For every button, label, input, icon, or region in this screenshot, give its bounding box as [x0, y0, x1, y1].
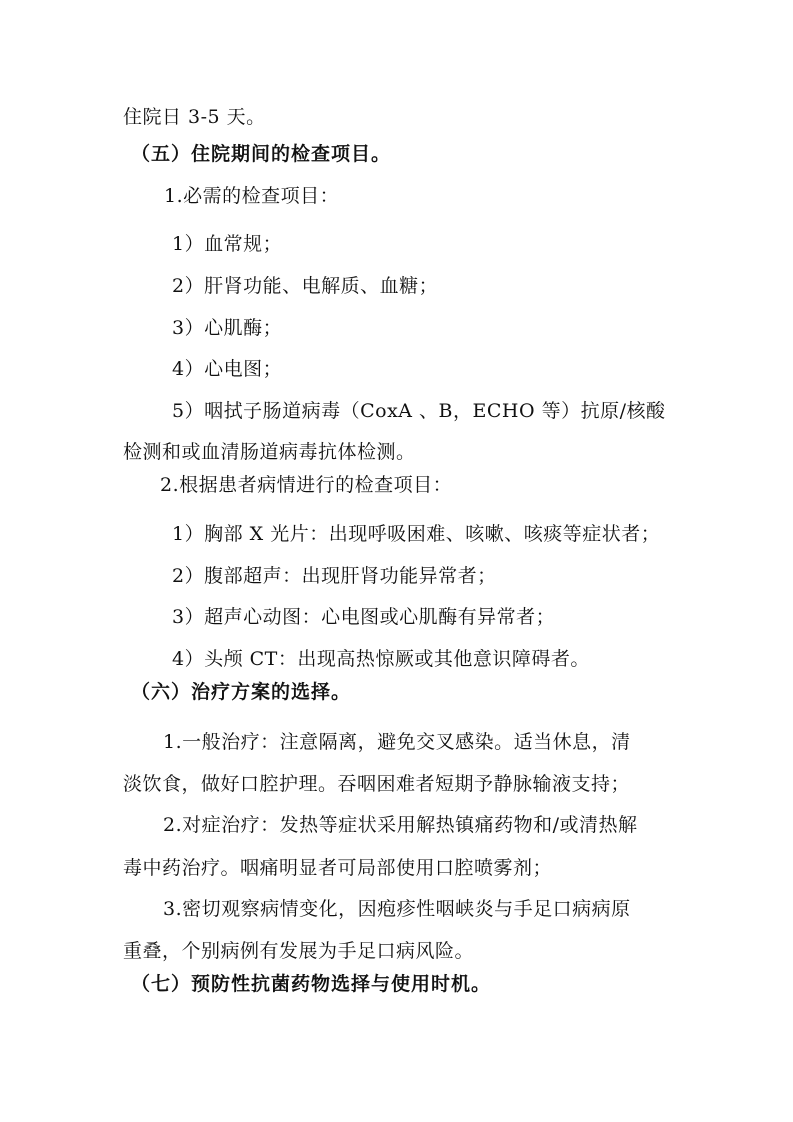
- conditional-exams-heading: 2.根据患者病情进行的检查项目：: [160, 474, 453, 496]
- treatment-paragraph-1: 1.一般治疗：注意隔离，避免交叉感染。适当休息，清: [163, 731, 631, 753]
- treatment-paragraph-2: 2.对症治疗：发热等症状采用解热镇痛药物和/或清热解: [163, 814, 638, 836]
- treatment-paragraph-3-continuation: 重叠，个别病例有发展为手足口病风险。: [123, 940, 475, 962]
- conditional-exam-item: 2）腹部超声：出现肝肾功能异常者；: [172, 565, 497, 587]
- conditional-exam-item: 3）超声心动图：心电图或心肌酶有异常者；: [172, 606, 556, 628]
- treatment-paragraph-2-continuation: 毒中药治疗。咽痛明显者可局部使用口腔喷雾剂；: [123, 857, 553, 879]
- required-exam-item: 1）血常规；: [172, 233, 283, 255]
- conditional-exam-item: 1）胸部 X 光片：出现呼吸困难、咳嗽、咳痰等症状者；: [172, 523, 661, 545]
- section-7-heading: （七）预防性抗菌药物选择与使用时机。: [131, 973, 492, 995]
- required-exam-item: 3）心肌酶；: [172, 317, 283, 339]
- treatment-paragraph-3: 3.密切观察病情变化，因疱疹性咽峡炎与手足口病病原: [163, 898, 631, 920]
- required-exams-heading: 1.必需的检查项目：: [164, 185, 340, 207]
- section-6-heading: （六）治疗方案的选择。: [131, 681, 352, 703]
- required-exam-item: 2）肝肾功能、电解质、血糖；: [172, 275, 439, 297]
- section-5-heading: （五）住院期间的检查项目。: [131, 143, 392, 165]
- required-exam-item: 5）咽拭子肠道病毒（CoxA 、B，ECHO 等）抗原/核酸: [172, 400, 666, 422]
- required-exam-item-continuation: 检测和或血清肠道病毒抗体检测。: [123, 441, 416, 463]
- conditional-exam-item: 4）头颅 CT：出现高热惊厥或其他意识障碍者。: [172, 648, 590, 670]
- hospital-stay-text: 住院日 3-5 天。: [123, 106, 266, 128]
- treatment-paragraph-1-continuation: 淡饮食，做好口腔护理。吞咽困难者短期予静脉输液支持；: [123, 773, 631, 795]
- required-exam-item: 4）心电图；: [172, 358, 283, 380]
